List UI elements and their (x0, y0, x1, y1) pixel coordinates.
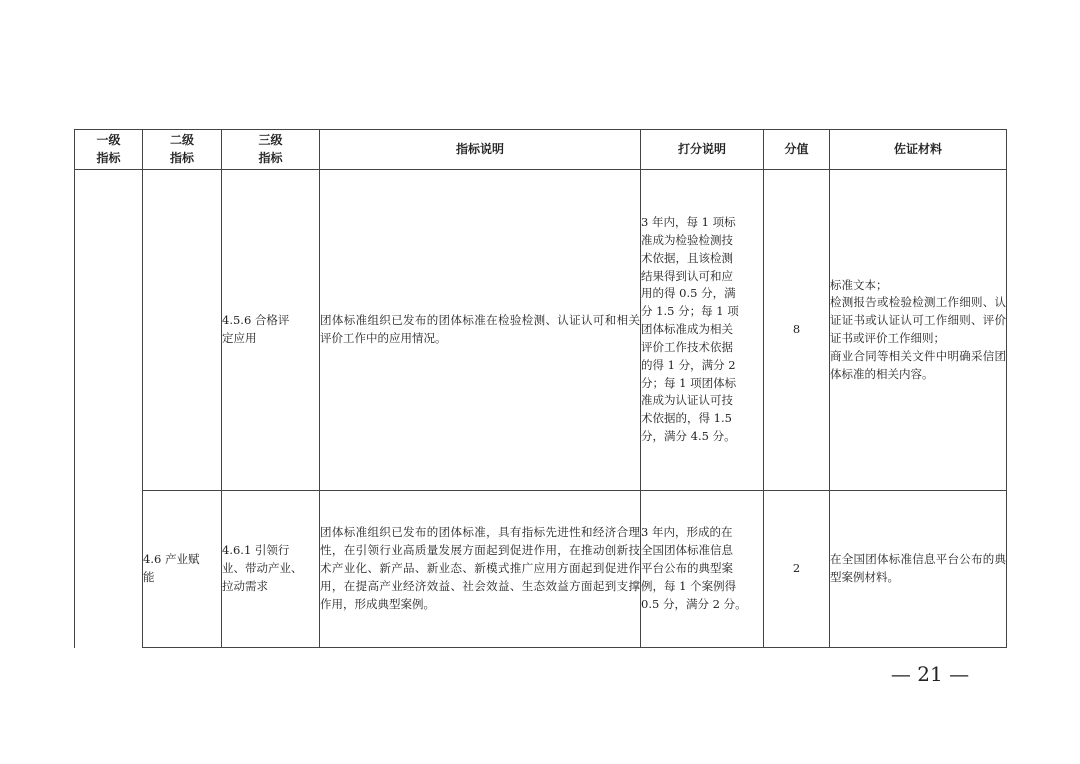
table-row (75, 170, 1007, 491)
header-level1: 一级 指标 (75, 130, 143, 170)
indicator-table (74, 129, 1007, 648)
header-scoring: 打分说明 (641, 130, 764, 170)
scoring-cell: 3 年内，形成的在 全国团体标准信息 平台公布的典型案 例，每 1 个案例得 0.5 分，满分 2 分。 (641, 491, 764, 648)
scoring-cell: 3 年内，每 1 项标 准成为检验检测技 术依据，且该检测 结果得到认可和应 用的得 0.5 分，满 分 1.5 分；每 1 项 团体标准成为相关 评价工作技术依据 的得 1 分，满分 2 分；每 1 项团体标 准成为认证认可技 术依据的，得 1.5 分，满分 4.5 分。 (641, 170, 764, 491)
table-header-row (75, 130, 1007, 170)
header-description: 指标说明 (320, 130, 641, 170)
level3-cell: 4.6.1 引领行 业、带动产业、 拉动需求 (222, 491, 320, 648)
level2-cell (143, 170, 222, 491)
evidence-cell: 在全国团体标准信息平台公布的典型案例材料。 (830, 491, 1007, 648)
page-number: — 21 — (890, 662, 970, 686)
header-evidence: 佐证材料 (830, 130, 1007, 170)
description-cell: 团体标准组织已发布的团体标准在检验检测、认证认可和相关评价工作中的应用情况。 (320, 170, 641, 491)
evidence-cell: 标准文本； 检测报告或检验检测工作细则、认证证书或认证认可工作细则、评价证书或评价工作细则； 商业合同等相关文件中明确采信团体标准的相关内容。 (830, 170, 1007, 491)
table-row (75, 491, 1007, 648)
header-score: 分值 (764, 130, 830, 170)
description-cell: 团体标准组织已发布的团体标准，具有指标先进性和经济合理性，在引领行业高质量发展方面起到促进作用，在推动创新技术产业化、新产品、新业态、新模式推广应用方面起到促进作用，在提高产业经济效益、社会效益、生态效益方面起到支撑作用，形成典型案例。 (320, 491, 641, 648)
level3-cell: 4.5.6 合格评 定应用 (222, 170, 320, 491)
score-cell: 2 (764, 491, 830, 648)
header-level3: 三级 指标 (222, 130, 320, 170)
level2-cell: 4.6 产业赋 能 (143, 491, 222, 648)
score-cell: 8 (764, 170, 830, 491)
level1-cell (75, 170, 143, 648)
header-level2: 二级 指标 (143, 130, 222, 170)
